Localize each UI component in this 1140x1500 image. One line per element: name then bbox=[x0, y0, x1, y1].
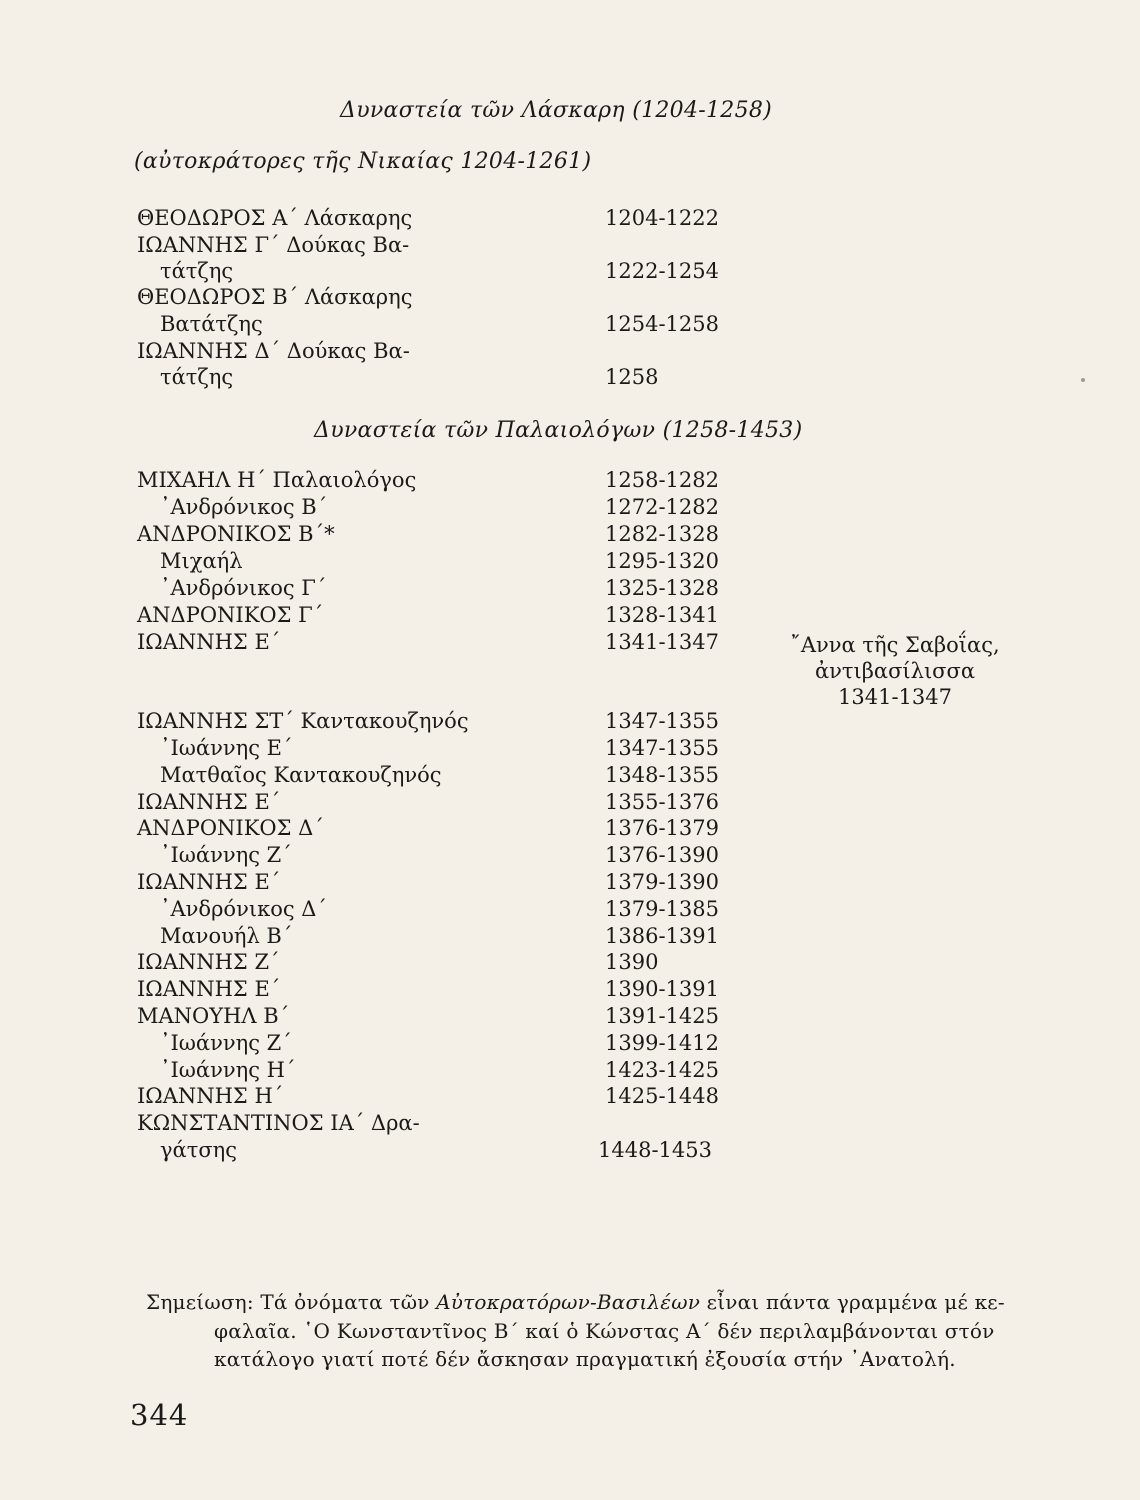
s2-row-years: 1272-1282 bbox=[605, 495, 719, 519]
s2-row-years: 1391-1425 bbox=[605, 1004, 719, 1028]
regency-note-line: ῎Αννα τῆς Σαβοΐας, bbox=[790, 633, 1000, 657]
s2-row-years: 1282-1328 bbox=[605, 522, 719, 546]
page-number: 344 bbox=[130, 1398, 189, 1432]
s2-row-years: 1347-1355 bbox=[605, 709, 719, 733]
s2-row-years: 1390 bbox=[605, 950, 659, 974]
s2-row-years: 1379-1390 bbox=[605, 870, 719, 894]
s2-row-name: Ματθαῖος Καντακουζηνός bbox=[160, 763, 442, 787]
s2-row-years: 1355-1376 bbox=[605, 790, 719, 814]
s2-row-name: ΙΩΑΝΝΗΣ Ε΄ bbox=[137, 977, 281, 1001]
s2-row-years: 1258-1282 bbox=[605, 468, 719, 492]
s2-row-name: ΜΙΧΑΗΛ Η΄ Παλαιολόγος bbox=[137, 468, 417, 492]
s2-row-years: 1448-1453 bbox=[598, 1138, 712, 1162]
s1-row-name: ΙΩΑΝΝΗΣ Δ΄ Δούκας Βα- bbox=[137, 339, 410, 363]
s1-row-name: τάτζης bbox=[160, 259, 234, 283]
s2-row-name: ᾿Ιωάννης Ζ΄ bbox=[160, 1031, 292, 1055]
regency-note-line: ἀντιβασίλισσα bbox=[814, 659, 976, 683]
s2-row-years: 1386-1391 bbox=[605, 924, 719, 948]
regency-note bbox=[790, 632, 1000, 710]
s2-row-name: ΙΩΑΝΝΗΣ Η΄ bbox=[137, 1084, 284, 1108]
s2-row-name: ᾿Ιωάννης Η΄ bbox=[160, 1058, 296, 1082]
footnote-line-3: κατάλογο γιατί ποτέ δέν ἄσκησαν πραγματική ἐξουσία στήν ᾿Ανατολή. bbox=[214, 1347, 956, 1371]
s2-row-name: ΚΩΝΣΤΑΝΤΙΝΟΣ ΙΑ΄ Δρα- bbox=[137, 1111, 420, 1135]
s2-row-name: ΙΩΑΝΝΗΣ ΣΤ΄ Καντακουζηνός bbox=[137, 709, 469, 733]
s2-row-years: 1423-1425 bbox=[605, 1058, 719, 1082]
s2-row-name: ΑΝΔΡΟΝΙΚΟΣ Δ΄ bbox=[137, 816, 324, 840]
s2-row-years: 1328-1341 bbox=[605, 603, 719, 627]
s2-row-years: 1390-1391 bbox=[605, 977, 719, 1001]
s2-row-name: Μιχαήλ bbox=[160, 549, 243, 573]
s2-row-name: ΜΑΝΟΥΗΛ Β΄ bbox=[137, 1004, 290, 1028]
s2-row-years: 1348-1355 bbox=[605, 763, 719, 787]
s2-row-years: 1399-1412 bbox=[605, 1031, 719, 1055]
s1-row-name: ΘΕΟΔΩΡΟΣ Β΄ Λάσκαρης bbox=[137, 285, 413, 309]
footnote-emphasis: Αὐτοκρατόρων-Βασιλέων bbox=[436, 1290, 701, 1314]
s1-row-name: ΘΕΟΔΩΡΟΣ Α΄ Λάσκαρης bbox=[137, 206, 413, 230]
s1-row-name: Βατάτζης bbox=[160, 312, 263, 336]
regency-note-line: 1341-1347 bbox=[838, 685, 952, 709]
s2-row-name: ΙΩΑΝΝΗΣ Ζ΄ bbox=[137, 950, 280, 974]
s2-row-name: ᾿Ανδρόνικος Δ΄ bbox=[160, 897, 327, 921]
footnote-tail: εἶναι πάντα γραμμένα μέ κε- bbox=[700, 1290, 1005, 1314]
s2-row-name: γάτσης bbox=[160, 1138, 238, 1162]
s2-row-years: 1295-1320 bbox=[605, 549, 719, 573]
section2-heading: Δυναστεία τῶν Παλαιολόγων (1258-1453) bbox=[314, 418, 803, 443]
s2-row-name: ᾿Ανδρόνικος Β΄ bbox=[160, 495, 328, 519]
s2-row-name: Μανουήλ Β΄ bbox=[160, 924, 293, 948]
s2-row-years: 1347-1355 bbox=[605, 736, 719, 760]
s1-row-name: τάτζης bbox=[160, 365, 234, 389]
s2-row-years: 1325-1328 bbox=[605, 576, 719, 600]
s2-row-name: ΑΝΔΡΟΝΙΚΟΣ Β΄* bbox=[137, 522, 335, 546]
s2-row-name: ᾿Ανδρόνικος Γ΄ bbox=[160, 576, 327, 600]
section1-subheading: (αὐτοκράτορες τῆς Νικαίας 1204-1261) bbox=[134, 149, 592, 174]
footnote-line-2: φαλαῖα. ῾Ο Κωνσταντῖνος Β΄ καί ὁ Κώνστας Α΄ δέν περιλαμβάνονται στόν bbox=[214, 1318, 995, 1343]
s2-row-name: ᾿Ιωάννης Ε΄ bbox=[160, 736, 293, 760]
s2-row-name: ΙΩΑΝΝΗΣ Ε΄ bbox=[137, 790, 281, 814]
footnote-lead: Σημείωση: Τά ὀνόματα τῶν bbox=[146, 1290, 437, 1314]
s2-row-years: 1376-1379 bbox=[605, 816, 719, 840]
footnote-line-1 bbox=[146, 1288, 1006, 1317]
s2-row-name: ΙΩΑΝΝΗΣ Ε΄ bbox=[137, 870, 281, 894]
s2-row-years: 1376-1390 bbox=[605, 843, 719, 867]
s2-row-years: 1379-1385 bbox=[605, 897, 719, 921]
s2-row-name: ᾿Ιωάννης Ζ΄ bbox=[160, 843, 292, 867]
s1-row-name: ΙΩΑΝΝΗΣ Γ΄ Δούκας Βα- bbox=[137, 233, 410, 257]
s1-row-years: 1222-1254 bbox=[605, 259, 719, 283]
section1-heading: Δυναστεία τῶν Λάσκαρη (1204-1258) bbox=[340, 98, 773, 123]
footnote bbox=[146, 1288, 1006, 1374]
s1-row-years: 1254-1258 bbox=[605, 312, 719, 336]
s1-row-years: 1204-1222 bbox=[605, 206, 719, 230]
s2-row-name: ΙΩΑΝΝΗΣ Ε΄ bbox=[137, 630, 281, 654]
s2-row-name: ΑΝΔΡΟΝΙΚΟΣ Γ΄ bbox=[137, 603, 324, 627]
s1-row-years: 1258 bbox=[605, 365, 659, 389]
paper-speck bbox=[1081, 378, 1085, 382]
s2-row-years: 1341-1347 bbox=[605, 630, 719, 654]
s2-row-years: 1425-1448 bbox=[605, 1084, 719, 1108]
